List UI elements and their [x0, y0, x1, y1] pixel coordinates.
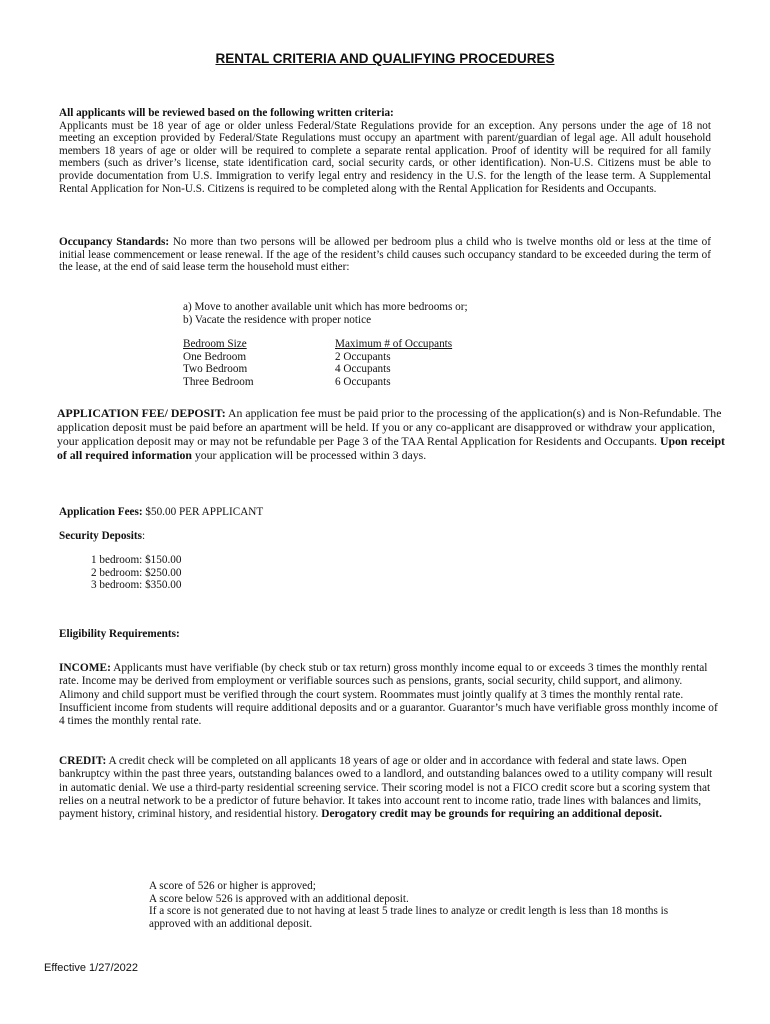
list-item: A score of 526 or higher is approved;	[149, 880, 316, 892]
list-item: 2 bedroom: $250.00	[91, 566, 182, 579]
fees-label: Application Fees:	[59, 506, 143, 518]
occupancy-section	[59, 236, 711, 274]
application-fee-label: APPLICATION FEE/ DEPOSIT:	[57, 406, 226, 420]
intro-body: Applicants must be 18 year of age or older unless Federal/State Regulations provide for an exception. Any persons under the age of 18 not meeting an exception provided by Federal/State Regulations must occupy an apartment with parent/guardian of legal age. All adult household members 18 years of age or older will be required to complete a separate rental application. Proof of identity will be required for all family members (such as driver’s license, state identification card, social security cards, or other identification). Non-U.S. Citizens must be able to provide documentation from U.S. Immigration to verify legal entry and residency in the U.S. for the length of the lease term. A Supplemental Rental Application for Non-U.S. Citizens is required to be completed along with the Rental Application for Residents and Occupants.	[59, 119, 711, 195]
occupancy-label: Occupancy Standards:	[59, 236, 170, 248]
application-fee-body: An application fee must be paid prior to the processing of the application(s) and is Non-Refundable. The application deposit must be paid before an apartment will be held. If you or any co-applicant are disapproved or withdraw your application, your application deposit may or may not be refundable per Page 3 of the TAA Rental Application for Residents and Occupants.	[57, 406, 722, 448]
income-body: Applicants must have verifiable (by check stub or tax return) gross monthly income equal to or exceeds 3 times the monthly rental rate. Income may be derived from employment or verifiable sources such as pensions, grants, social security, child support, and alimony. Alimony and child support must be verified through the court system. Roommates must jointly qualify at 3 times the monthly rental rate. Insufficient income from students will require additional deposits and or a guarantor. Guarantor’s much have verifiable gross monthly income of 4 times the monthly rental rate.	[59, 662, 718, 728]
income-label: INCOME:	[59, 662, 111, 674]
application-fee-body-end: your application will be processed within 3 days.	[191, 448, 427, 462]
credit-section	[59, 755, 723, 821]
occupancy-table	[183, 338, 543, 388]
income-section	[59, 662, 719, 728]
intro-heading: All applicants will be reviewed based on the following written criteria:	[59, 107, 394, 119]
list-item: 3 bedroom: $350.00	[91, 579, 182, 592]
credit-bold: Derogatory credit may be grounds for requiring an additional deposit.	[321, 808, 662, 821]
application-fee-bold: Upon receipt of all required information	[57, 434, 725, 462]
table-header-row	[183, 338, 543, 351]
deposits-label: Security Deposits	[59, 530, 142, 542]
table-cell-max: 2 Occupants	[335, 350, 391, 363]
list-item: 1 bedroom: $150.00	[91, 554, 182, 566]
table-row	[183, 363, 543, 376]
table-cell-max: 4 Occupants	[335, 363, 391, 376]
occupancy-body: No more than two persons will be allowed per bedroom plus a child who is twelve months old or less at the time of initial lease commencement or lease renewal. If the age of the resident’s child causes such occupancy standard to be exceeded during the term of the lease, at the end of said lease term the household must either:	[59, 236, 711, 274]
deposits-heading	[59, 530, 479, 543]
list-item: A score below 526 is approved with an additional deposit.	[149, 892, 409, 905]
col-header-max-occupants: Maximum # of Occupants	[335, 338, 453, 350]
option-item: b) Vacate the residence with proper notice	[183, 313, 372, 326]
table-cell-size: Three Bedroom	[183, 375, 254, 388]
page-title: RENTAL CRITERIA AND QUALIFYING PROCEDURES	[215, 51, 555, 66]
eligibility-heading: Eligibility Requirements:	[59, 628, 180, 640]
table-cell-size: One Bedroom	[183, 350, 247, 363]
table-cell-max: 6 Occupants	[335, 375, 391, 388]
option-item: a) Move to another available unit which has more bedrooms or;	[183, 301, 468, 313]
list-item: If a score is not generated due to not having at least 5 trade lines to analyze or credit length is less than 18 months is approved with an additional deposit.	[149, 905, 669, 930]
table-row	[183, 376, 543, 389]
application-fee-section	[57, 406, 725, 462]
table-cell-size: Two Bedroom	[183, 363, 248, 376]
fees-value: $50.00 PER APPLICANT	[142, 506, 264, 518]
fees-line	[59, 506, 479, 519]
deposits-list	[91, 554, 391, 592]
credit-body: A credit check will be completed on all applicants 18 years of age or older and in accordance with federal and state laws. Open bankruptcy within the past three years, outstanding balances owed to a landlord, and outstanding balances owed to a utility company will result in automatic denial. We use a third-party residential screening service. Their scoring model is not a FICO credit score but a scoring system that relies on a neutral network to be a predictor of future behavior. It takes into account rent to income ratio, trade lines with balances and limits, payment history, criminal history, and residential history.	[59, 755, 713, 821]
effective-date-footer: Effective 1/27/2022	[44, 962, 138, 974]
occupancy-options	[183, 301, 603, 326]
intro-section	[59, 107, 711, 195]
credit-label: CREDIT:	[59, 755, 107, 767]
col-header-bedroom-size: Bedroom Size	[183, 338, 247, 350]
deposits-colon: :	[141, 530, 146, 542]
score-list	[149, 880, 701, 930]
table-row	[183, 351, 543, 364]
